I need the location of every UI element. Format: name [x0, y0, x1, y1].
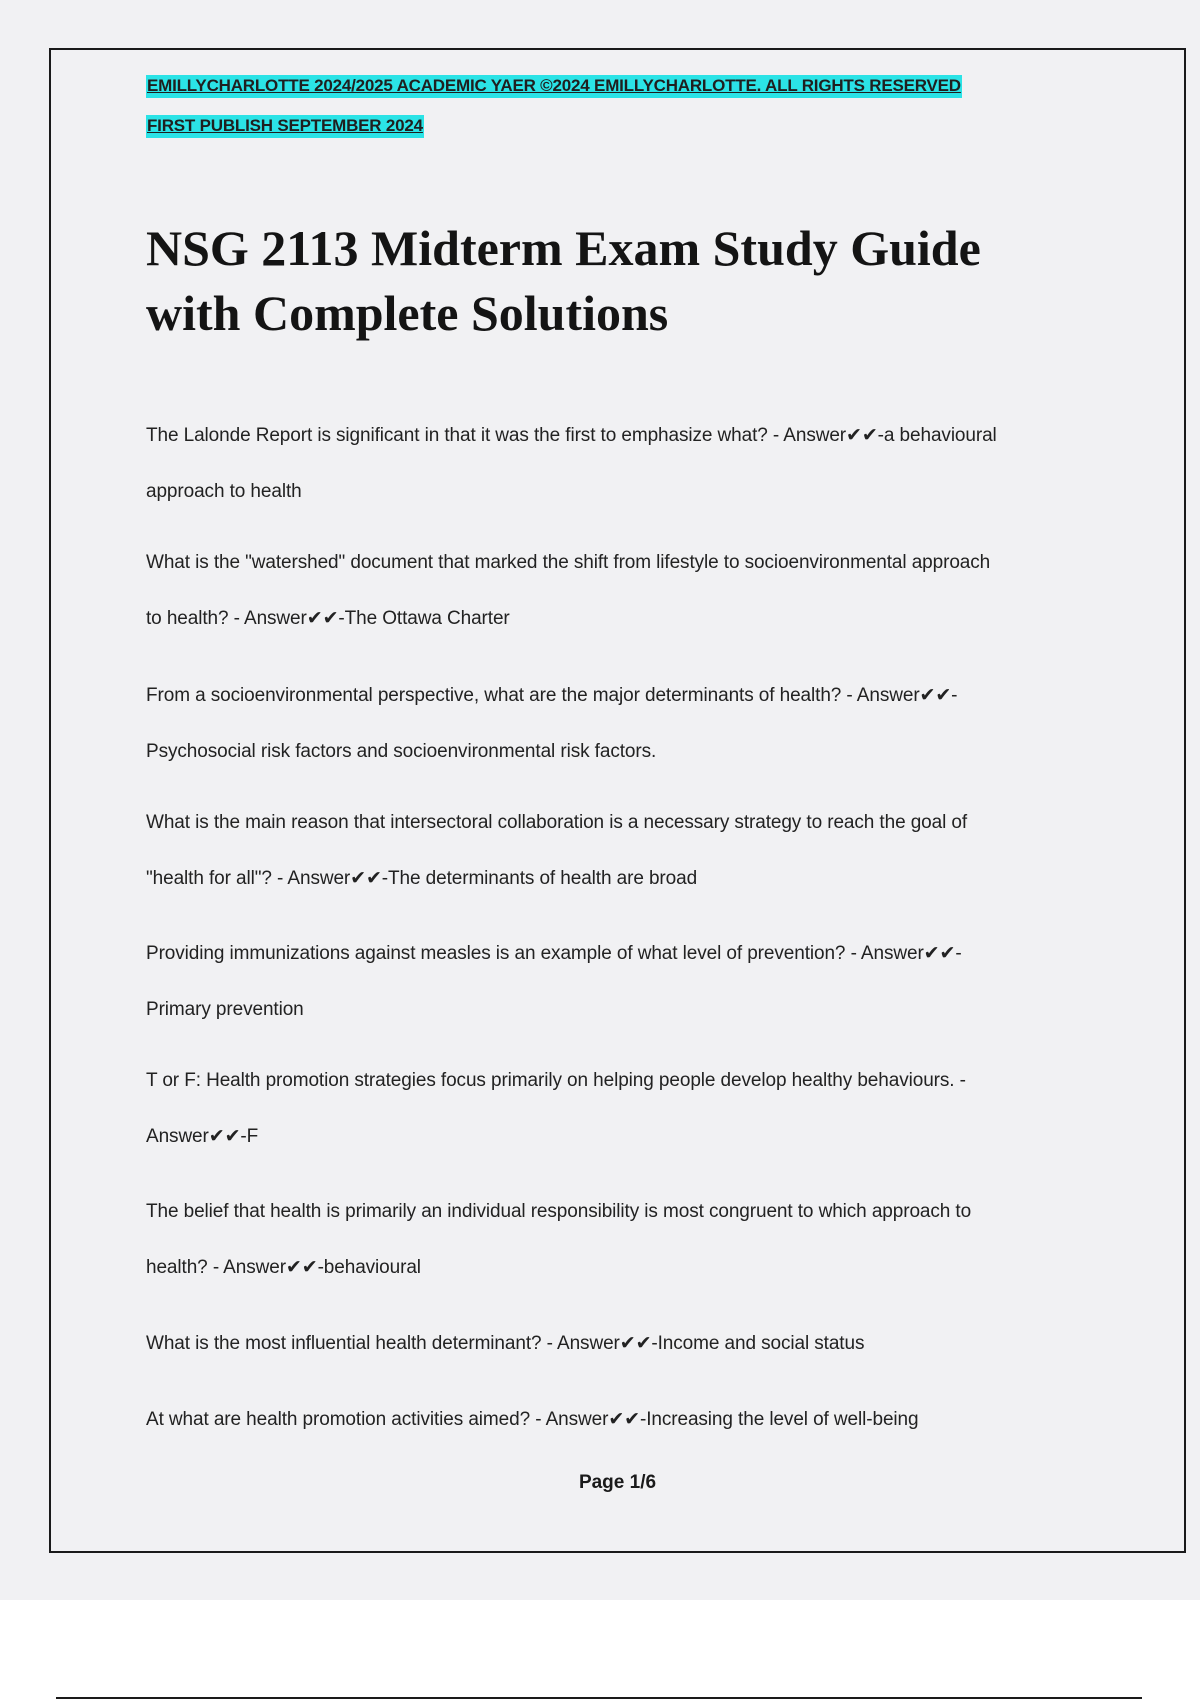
- question-text: At what are health promotion activities aimed? - Answer✔✔-Increasing the level of well-being: [146, 1409, 919, 1430]
- question-text: The belief that health is primarily an individual responsibility is most congruent to which approach to: [146, 1201, 972, 1222]
- question-text-continued: Primary prevention: [146, 999, 304, 1020]
- qa-item: [146, 795, 1106, 907]
- question-text: What is the main reason that intersectoral collaboration is a necessary strategy to reach the goal of: [146, 812, 968, 833]
- qa-item: [146, 1316, 1106, 1372]
- copyright-header: EMILLYCHARLOTTE 2024/2025 ACADEMIC YAER ©2024 EMILLYCHARLOTTE. ALL RIGHTS RESERVED: [146, 75, 962, 98]
- question-text-continued: Psychosocial risk factors and socioenvironmental risk factors.: [146, 741, 657, 762]
- document-title-line-2: with Complete Solutions: [146, 285, 669, 341]
- question-text-continued: "health for all"? - Answer✔✔-The determinants of health are broad: [146, 868, 698, 889]
- qa-item: [146, 1392, 1106, 1448]
- question-text-continued: health? - Answer✔✔-behavioural: [146, 1257, 421, 1278]
- question-text-continued: to health? - Answer✔✔-The Ottawa Charter: [146, 608, 510, 629]
- qa-item: [146, 668, 1106, 780]
- qa-item: [146, 1053, 1106, 1165]
- qa-item: [146, 926, 1106, 1038]
- question-text: The Lalonde Report is significant in that it was the first to emphasize what? - Answer✔✔-a behavioural: [146, 425, 997, 446]
- question-text-continued: Answer✔✔-F: [146, 1126, 259, 1147]
- question-text-continued: approach to health: [146, 481, 302, 502]
- publish-date-header: FIRST PUBLISH SEPTEMBER 2024: [146, 115, 424, 138]
- page-number: Page 1/6: [578, 1472, 657, 1493]
- qa-item: [146, 1184, 1106, 1296]
- question-text: What is the most influential health determinant? - Answer✔✔-Income and social status: [146, 1333, 865, 1354]
- question-text: From a socioenvironmental perspective, what are the major determinants of health? - Answer✔✔-: [146, 685, 958, 706]
- document-title: [146, 216, 1106, 346]
- question-text: Providing immunizations against measles is an example of what level of prevention? - Answer✔✔-: [146, 943, 962, 964]
- question-text: What is the "watershed" document that marked the shift from lifestyle to socioenvironmental approach: [146, 552, 991, 573]
- qa-item: [146, 408, 1106, 520]
- next-page-divider: [56, 1697, 1142, 1699]
- document-title-line-1: NSG 2113 Midterm Exam Study Guide: [146, 220, 981, 276]
- question-text: T or F: Health promotion strategies focus primarily on helping people develop healthy behaviours. -: [146, 1070, 966, 1091]
- qa-item: [146, 535, 1106, 647]
